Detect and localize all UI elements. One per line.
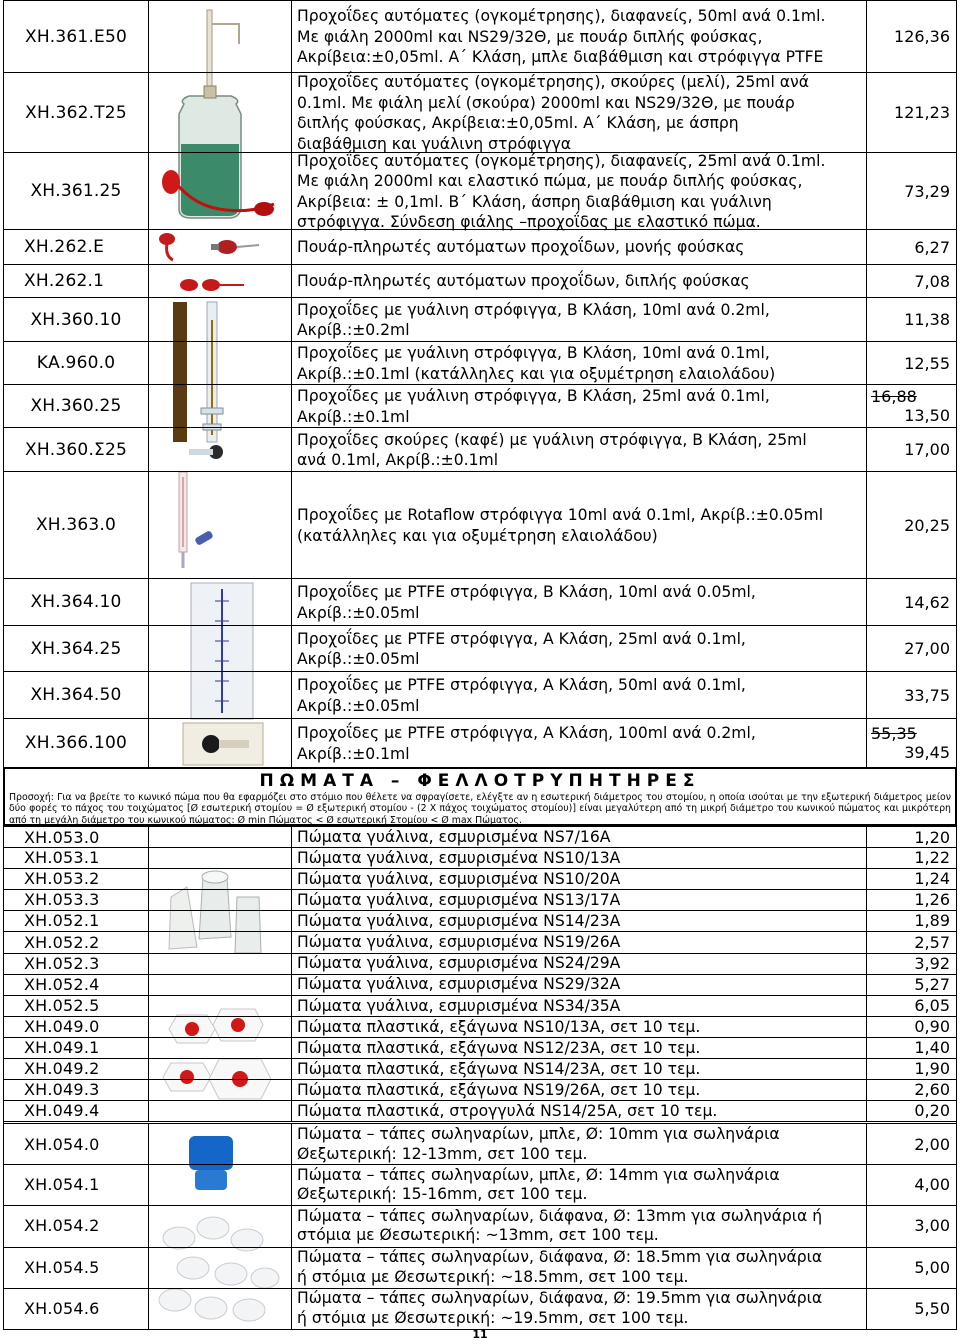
product-price: 1,90: [914, 1059, 950, 1079]
product-code: ΧΗ.361.Ε50: [4, 1, 149, 72]
pump-single-row: [3, 229, 957, 265]
product-description: Προχοΐδες με PTFE στρόφιγγα, Α Κλάση, 50ml ανά 0.1ml, Ακρίβ.:±0.05ml: [291, 672, 867, 718]
product-row: [3, 953, 957, 975]
product-row: [4, 428, 956, 471]
product-row: [4, 230, 956, 264]
product-row: [3, 1205, 957, 1247]
product-code: ΧΗ.364.10: [4, 579, 149, 625]
product-description: Προχοΐδες σκούρες (καφέ) με γυάλινη στρόφιγγα, Β Κλάση, 25ml ανά 0.1ml, Ακρίβ.:±0.1ml: [291, 428, 867, 471]
product-row: [3, 1037, 957, 1059]
product-code: ΧΗ.364.25: [4, 626, 149, 671]
product-row: [3, 868, 957, 890]
rotaflow-burette-photo: [149, 472, 291, 578]
product-description: Προχοΐδες αυτόματες (ογκομέτρησης), διαφανείς, 50ml ανά 0.1ml. Με φιάλη 2000ml και NS29/32Θ, με πουάρ διπλής φούσκας, Ακρίβεια:±0,05ml. Α΄ Κλάση, μπλε διαβάθμιση και στρόφιγγα PTFE: [291, 1, 867, 72]
auto-burettes-section: [3, 0, 957, 230]
old-price: 16,88: [871, 386, 917, 406]
product-price: 2,00: [914, 1134, 950, 1154]
product-price: 121,23: [894, 103, 950, 122]
product-code: ΧΗ.052.5: [4, 995, 149, 1016]
product-price: 126,36: [894, 27, 950, 46]
product-row: [4, 1, 956, 73]
product-price: 17,00: [904, 440, 950, 459]
product-code: ΧΗ.360.10: [4, 298, 149, 341]
product-price: 14,62: [904, 592, 950, 612]
stoppers-heading: [3, 767, 957, 826]
product-price: 1,26: [914, 890, 950, 910]
product-price: 7,08: [914, 271, 950, 291]
product-price: 0,20: [914, 1101, 950, 1121]
product-price: 1,40: [914, 1038, 950, 1058]
product-code: ΧΗ.262.Ε: [4, 230, 149, 264]
product-code: ΧΗ.052.4: [4, 974, 149, 995]
product-code: ΚΑ.960.0: [4, 342, 149, 384]
product-row: [4, 672, 956, 719]
product-code: ΧΗ.052.3: [4, 953, 149, 974]
product-price: 55,35 39,45: [867, 719, 956, 767]
product-row: [3, 995, 957, 1017]
product-description: Πώματα πλαστικά, εξάγωνα NS14/23A, σετ 10 τεμ.: [291, 1058, 867, 1079]
product-description: Πώματα γυάλινα, εσμυρισμένα NS10/13A: [291, 847, 867, 868]
product-description: Πώματα πλαστικά, εξάγωνα NS19/26A, σετ 10 τεμ.: [291, 1079, 867, 1100]
product-description: Πώματα πλαστικά, στρογγυλά NS14/25A, σετ 10 τεμ.: [291, 1100, 867, 1121]
product-description: Πώματα πλαστικά, εξάγωνα NS10/13A, σετ 10 τεμ.: [291, 1016, 867, 1037]
product-price: 33,75: [904, 685, 950, 705]
product-code: ΧΗ.362.Τ25: [4, 73, 149, 152]
product-row: [3, 910, 957, 932]
product-price: 1,24: [914, 869, 950, 889]
product-price: 2,60: [914, 1080, 950, 1100]
product-row: [4, 385, 956, 428]
product-description: Πώματα γυάλινα, εσμυρισμένα NS10/20A: [291, 868, 867, 889]
fitting-note: Προσοχή: Για να βρείτε το κωνικό πώμα που θα εφαρμόζει στο στόμιο που θέλετε να σφραγίσετε, ελέγξτε αν η εσωτερική διάμετρος του στομίου, η οποία ισούται με την εξωτερική διάμετρος μείον δύο φορές το πάχος του τοιχώματος [Ø εσωτερική στομίου = Ø εξωτερική στομίου - (2 Χ πάχος τοιχώματος στομίου)] είναι μεγαλύτερη από τη μικρή διάμετρο του κωνικού πώματος και μικρότερη από τη μεγάλη διάμετρο του κωνικού πώματος: Ø min Πώματος < Ø εσωτερική Στομίου < Ø max Πώματος.: [9, 792, 951, 826]
product-code: ΧΗ.364.50: [4, 672, 149, 718]
product-description: Πώματα – τάπες σωληναρίων, διάφανα, Ø: 18.5mm για σωληνάρια ή στόμια με Øεσωτερική: ~18.5mm, σετ 100 τεμ.: [291, 1247, 867, 1288]
product-row: [3, 1058, 957, 1080]
product-price: 1,20: [914, 827, 950, 847]
product-description: Προχοΐδες με Rotaflow στρόφιγγα 10ml ανά 0.1ml, Ακρίβ.:±0.05ml (κατάλληλες και για οξυμέτρηση ελαιολάδου): [291, 472, 867, 578]
pump-double-row: [3, 264, 957, 298]
page-number: 11: [472, 1328, 488, 1341]
product-description: Πώματα – τάπες σωληναρίων, μπλε, Ø: 14mm για σωληνάρια Øεξωτερική: 15-16mm, σετ 100 τεμ.: [291, 1164, 867, 1205]
product-row: [3, 932, 957, 954]
product-row: [3, 1079, 957, 1101]
product-description: Πώματα γυάλινα, εσμυρισμένα NS13/17A: [291, 889, 867, 910]
ptfe-burettes-section: [3, 578, 957, 768]
product-description: Προχοΐδες με γυάλινη στρόφιγγα, Β Κλάση, 25ml ανά 0.1ml, Ακρίβ.:±0.1ml: [291, 385, 867, 427]
glass-burettes-section: [3, 297, 957, 472]
product-code: ΧΗ.262.1: [4, 265, 149, 297]
product-price: 6,27: [914, 237, 950, 257]
bulb-pump-photo: [149, 230, 291, 264]
product-description: Πώματα – τάπες σωληναρίων, μπλε, Ø: 10mm για σωληνάρια Øεξωτερική: 12-13mm, σετ 100 τεμ.: [291, 1124, 867, 1164]
product-row: [3, 1123, 957, 1165]
product-description: Προχοΐδες αυτόματες (ογκομέτρησης), σκούρες (μελί), 25ml ανά 0.1ml. Με φιάλη μελί (σκούρα) 2000ml και NS29/32Θ, με πουάρ διπλής φούσκας, Ακρίβεια:±0,05ml. Α΄ Κλάση, με άσπρη διαβάθμιση και γυάλινη στρόφιγγα: [291, 73, 867, 152]
product-price: 3,92: [914, 953, 950, 973]
product-code: ΧΗ.049.3: [4, 1079, 149, 1100]
section-title: ΠΩΜΑΤΑ – ΦΕΛΛΟΤΡΥΠΗΤΗΡΕΣ: [259, 771, 701, 791]
product-description: Πώματα πλαστικά, εξάγωνα NS12/23A, σετ 10 τεμ.: [291, 1037, 867, 1058]
product-code: ΧΗ.363.0: [4, 472, 149, 578]
product-price: 11,38: [904, 310, 950, 329]
product-row: [4, 73, 956, 153]
product-row: [4, 719, 956, 767]
product-code: ΧΗ.049.2: [4, 1058, 149, 1079]
product-row: [4, 298, 956, 342]
product-description: Προχοΐδες με PTFE στρόφιγγα, Α Κλάση, 25ml ανά 0.1ml, Ακρίβ.:±0.05ml: [291, 626, 867, 671]
rotaflow-section: [3, 471, 957, 579]
product-row: [3, 1247, 957, 1289]
product-price: 5,00: [914, 1257, 950, 1277]
product-code: ΧΗ.054.6: [4, 1288, 149, 1329]
product-code: ΧΗ.053.0: [4, 827, 149, 847]
product-description: Πώματα γυάλινα, εσμυρισμένα NS29/32A: [291, 974, 867, 995]
product-description: Προχοΐδες με PTFE στρόφιγγα, Β Κλάση, 10ml ανά 0.05ml, Ακρίβ.:±0.05ml: [291, 579, 867, 625]
product-code: ΧΗ.049.0: [4, 1016, 149, 1037]
product-price: 5,50: [914, 1298, 950, 1318]
product-description: Προχοΐδες με PTFE στρόφιγγα, Α Κλάση, 100ml ανά 0.2ml, Ακρίβ.:±0.1ml: [291, 719, 867, 767]
product-row: [4, 265, 956, 297]
old-price: 55,35: [871, 723, 917, 743]
product-code: ΧΗ.366.100: [4, 719, 149, 767]
product-price: 16,88 13,50: [867, 385, 956, 427]
product-row: [3, 826, 957, 848]
product-code: ΧΗ.053.3: [4, 889, 149, 910]
product-row: [4, 472, 956, 578]
product-code: ΧΗ.052.2: [4, 932, 149, 953]
product-description: Πώματα – τάπες σωληναρίων, διάφανα, Ø: 19.5mm για σωληνάρια ή στόμια με Øεσωτερική: ~19.5mm, σετ 100 τεμ.: [291, 1288, 867, 1329]
product-code: ΧΗ.049.1: [4, 1037, 149, 1058]
product-code: ΧΗ.052.1: [4, 910, 149, 931]
product-row: [4, 626, 956, 672]
product-code: ΧΗ.360.Σ25: [4, 428, 149, 471]
product-row: [3, 1288, 957, 1330]
product-price: 1,89: [914, 911, 950, 931]
product-code: ΧΗ.054.5: [4, 1247, 149, 1288]
product-price: 5,27: [914, 974, 950, 994]
product-description: Προχοΐδες με γυάλινη στρόφιγγα, Β Κλάση, 10ml ανά 0.1ml, Ακρίβ.:±0.1ml (κατάλληλες και για οξυμέτρηση ελαιολάδου): [291, 342, 867, 384]
bulb-pump-photo: [149, 265, 291, 297]
product-price: 1,22: [914, 848, 950, 868]
product-row: [3, 974, 957, 996]
product-description: Πουάρ-πληρωτές αυτόματων προχοΐδων, διπλής φούσκας: [291, 265, 867, 297]
product-code: ΧΗ.360.25: [4, 385, 149, 427]
product-price: 12,55: [904, 353, 950, 373]
product-code: ΧΗ.053.2: [4, 868, 149, 889]
product-price: 6,05: [914, 995, 950, 1015]
product-price: 2,57: [914, 932, 950, 952]
product-code: ΧΗ.054.0: [4, 1124, 149, 1164]
product-row: [3, 889, 957, 911]
product-price: 0,90: [914, 1016, 950, 1036]
product-row: [4, 579, 956, 626]
product-row: [3, 847, 957, 869]
product-price: 73,29: [904, 181, 950, 201]
product-description: Πώματα γυάλινα, εσμυρισμένα NS24/29A: [291, 953, 867, 974]
product-row: [3, 1016, 957, 1038]
product-row: [3, 1100, 957, 1122]
product-description: Προχοΐδες με γυάλινη στρόφιγγα, Β Κλάση, 10ml ανά 0.2ml, Ακρίβ.:±0.2ml: [291, 298, 867, 341]
product-description: Πώματα – τάπες σωληναρίων, διάφανα, Ø: 13mm για σωληνάρια ή στόμια με Øεσωτερική: ~13mm, σετ 100 τεμ.: [291, 1205, 867, 1246]
product-price: 27,00: [904, 639, 950, 658]
product-description: Προχοΐδες αυτόματες (ογκομέτρησης), διαφανείς, 25ml ανά 0.1ml. Με φιάλη 2000ml και ελαστικό πώμα, με πουάρ διπλής φούσκας, Ακρίβεια: ± 0,1ml. Β΄ Κλάση, άσπρη διαβάθμιση και γυάλινη στρόφιγγα. Σύνδεση φιάλης –προχοΐδας με ελαστικό πώμα.: [291, 153, 867, 229]
product-code: ΧΗ.053.1: [4, 847, 149, 868]
product-description: Πώματα γυάλινα, εσμυρισμένα NS7/16A: [291, 827, 867, 847]
product-price: 20,25: [904, 515, 950, 535]
product-row: [3, 1164, 957, 1206]
product-code: ΧΗ.054.2: [4, 1205, 149, 1246]
product-price: 3,00: [914, 1216, 950, 1236]
product-description: Πώματα γυάλινα, εσμυρισμένα NS19/26A: [291, 932, 867, 953]
product-description: Πουάρ-πληρωτές αυτόματων προχοΐδων, μονής φούσκας: [291, 230, 867, 264]
product-description: Πώματα γυάλινα, εσμυρισμένα NS34/35A: [291, 995, 867, 1016]
product-code: ΧΗ.361.25: [4, 153, 149, 229]
product-code: ΧΗ.049.4: [4, 1100, 149, 1121]
product-row: [4, 153, 956, 229]
product-price: 4,00: [914, 1175, 950, 1195]
product-description: Πώματα γυάλινα, εσμυρισμένα NS14/23A: [291, 910, 867, 931]
product-code: ΧΗ.054.1: [4, 1164, 149, 1205]
product-row: [4, 342, 956, 385]
